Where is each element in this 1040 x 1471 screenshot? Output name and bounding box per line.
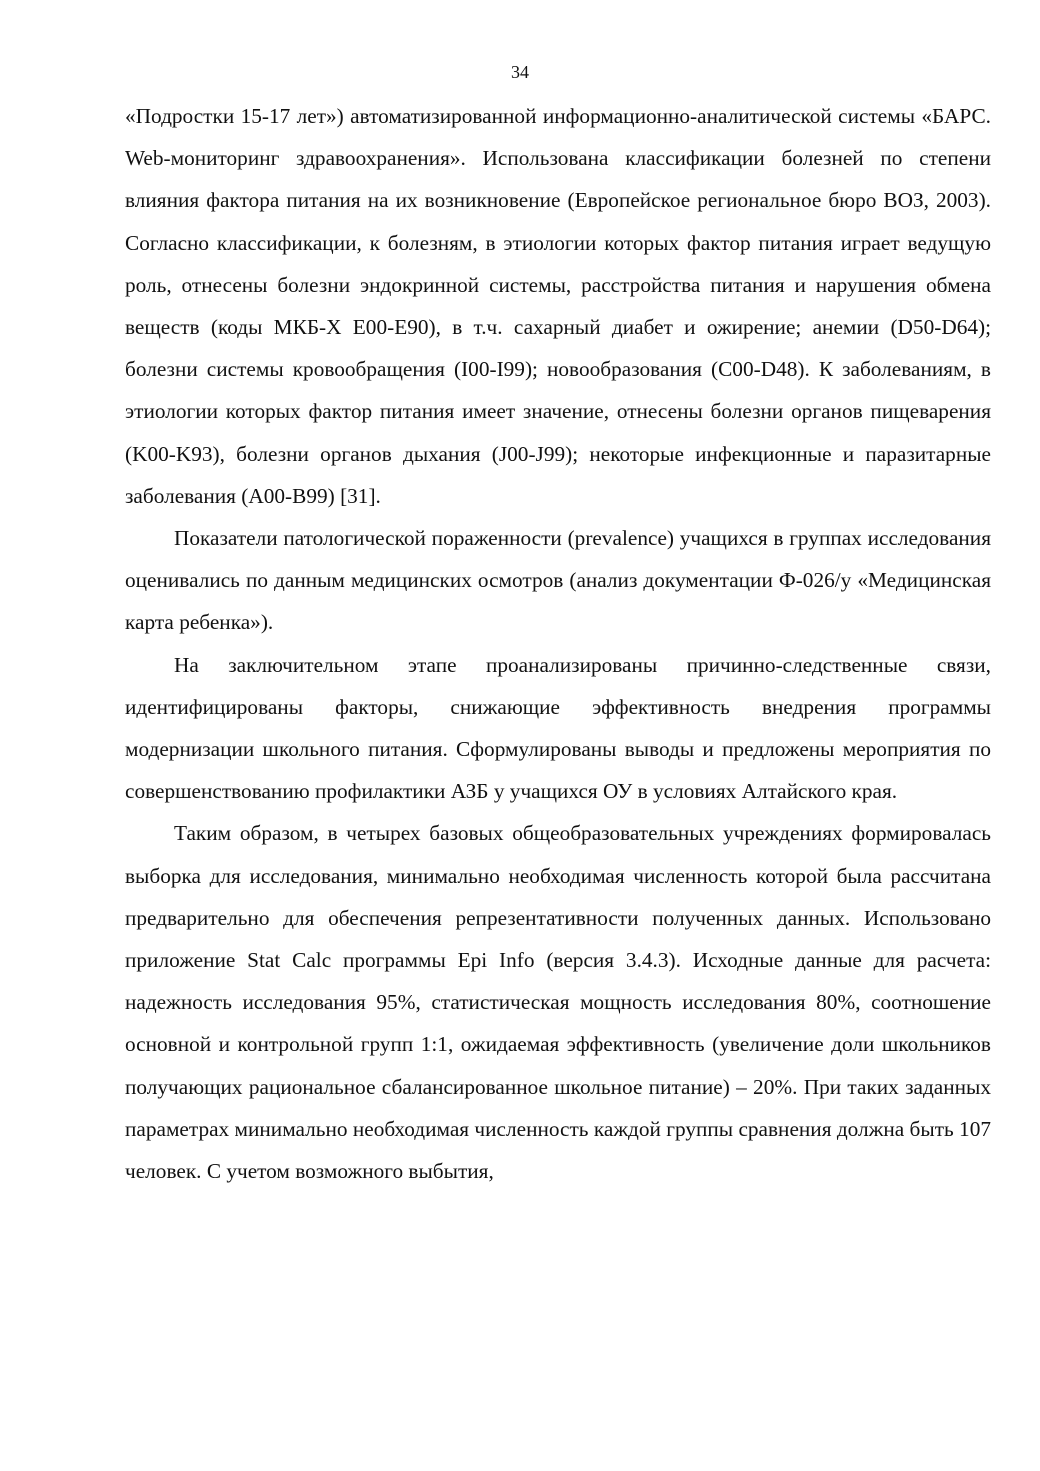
document-body bbox=[125, 95, 991, 1192]
paragraph-sample-size: Таким образом, в четырех базовых общеобразовательных учреждениях формировалась выборка для исследования, минимально необходимая численность которой была рассчитана предварительно для обеспечения репрезентативности полученных данных. Использовано приложение Stat Calc программы Epi Info (версия 3.4.3). Исходные данные для расчета: надежность исследования 95%, статистическая мощность исследования 80%, соотношение основной и контрольной групп 1:1, ожидаемая эффективность (увеличение доли школьников получающих рациональное сбалансированное школьное питание) – 20%. При таких заданных параметрах минимально необходимая численность каждой группы сравнения должна быть 107 человек. С учетом возможного выбытия, bbox=[125, 821, 991, 1184]
paragraph-continuation: «Подростки 15-17 лет») автоматизированной информационно-аналитической системы «БАРС. Web-мониторинг здравоохранения». Использована классификации болезней по степени влияния фактора питания на их возникновение (Европейское региональное бюро ВОЗ, 2003). Согласно классификации, к болезням, в этиологии которых фактор питания играет ведущую роль, отнесены болезни эндокринной системы, расстройства питания и нарушения обмена веществ (коды МКБ-Х Е00-Е90), в т.ч. сахарный диабет и ожирение; анемии (D50-D64); болезни системы кровообращения (I00-I99); новообразования (С00-D48). К заболеваниям, в этиологии которых фактор питания имеет значение, отнесены болезни органов пищеварения (K00-K93), болезни органов дыхания (J00-J99); некоторые инфекционные и паразитарные заболевания (A00-B99) [31]. bbox=[125, 104, 991, 508]
paragraph-prevalence: Показатели патологической пораженности (prevalence) учащихся в группах исследования оценивались по данным медицинских осмотров (анализ документации Ф-026/у «Медицинская карта ребенка»). bbox=[125, 526, 991, 635]
paragraph-final-stage: На заключительном этапе проанализированы причинно-следственные связи, идентифицированы факторы, снижающие эффективность внедрения программы модернизации школьного питания. Сформулированы выводы и предложены мероприятия по совершенствованию профилактики АЗБ у учащихся ОУ в условиях Алтайского края. bbox=[125, 652, 991, 804]
page-number: 34 bbox=[511, 62, 529, 82]
